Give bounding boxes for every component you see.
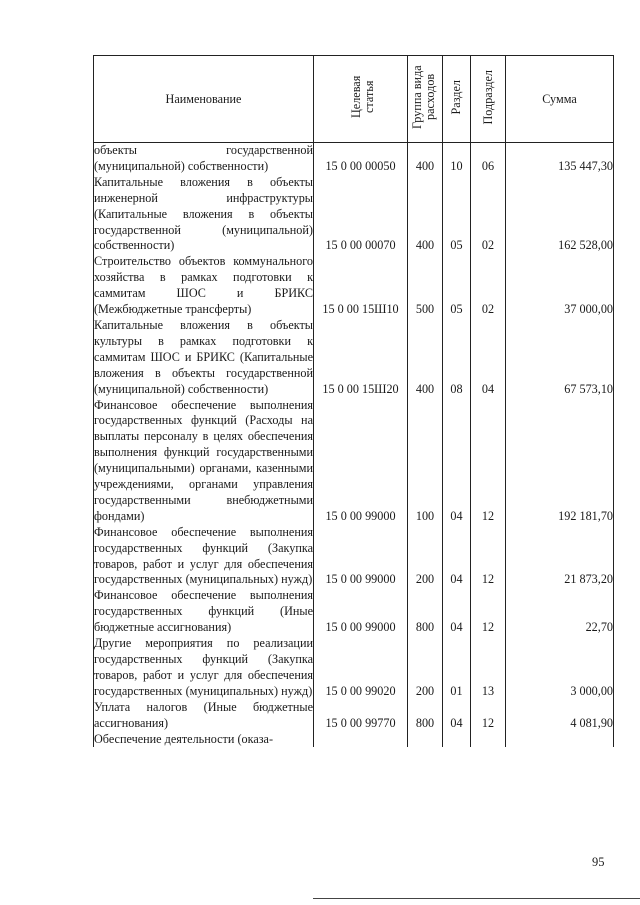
- row-sum: 22,70: [506, 588, 614, 636]
- row-section: 05: [443, 254, 471, 318]
- row-section: 08: [443, 318, 471, 398]
- header-target-article: [314, 56, 408, 143]
- row-name: Финансовое обеспечение выполнения государственных функций (Закупка товаров, работ и услуг для обеспечения государственных (муниципальных) нужд): [94, 524, 313, 587]
- row-expense-group: 400: [408, 175, 443, 255]
- header-subsection-text: Подраздел: [480, 69, 495, 125]
- row-expense-group: [408, 732, 443, 748]
- row-sum: 4 081,90: [506, 700, 614, 732]
- header-expense-group-text: Группа вида расходов: [410, 65, 437, 129]
- header-expense-group: [408, 56, 443, 143]
- table-row: [94, 254, 614, 318]
- row-name: Финансовое обеспечение выполнения государственных функций (Иные бюджетные ассигнования): [94, 588, 313, 635]
- table-row: [94, 700, 614, 732]
- row-section: 01: [443, 636, 471, 700]
- table-row: [94, 525, 614, 589]
- table-header-row: [94, 56, 614, 143]
- row-name: Другие мероприятия по реализации государственных функций (Закупка товаров, работ и услуг для обеспечения государственных (муниципальных) нужд): [94, 636, 313, 698]
- table-row: [94, 398, 614, 525]
- row-section: 04: [443, 700, 471, 732]
- row-sum: 37 000,00: [506, 254, 614, 318]
- row-expense-group: 800: [408, 588, 443, 636]
- row-name: Обеспечение деятельности (оказа-: [94, 732, 314, 748]
- table-row: [94, 318, 614, 398]
- header-target-article-text: Целевая статья: [348, 75, 376, 119]
- header-sum: Сумма: [506, 56, 614, 143]
- row-subsection: 12: [471, 525, 506, 589]
- row-subsection: 13: [471, 636, 506, 700]
- row-name: Капитальные вложения в объекты культуры в рамках подготовки к саммитам ШОС и БРИКС (Капитальные вложения в объекты государственной (муниципальной) собственности): [94, 317, 313, 396]
- row-name: Финансовое обеспечение выполнения государственных функций (Расходы на выплаты персоналу в целях обеспечения выполнения функций государственными (муниципальными) органами, казенными учреждениями, органами управления государственными внебюджетными фондами): [94, 397, 313, 523]
- row-target-article: [314, 732, 408, 748]
- row-section: [443, 732, 471, 748]
- footer-rule: [313, 898, 640, 899]
- row-target-article: 15 0 00 99000: [314, 525, 408, 589]
- header-section: [443, 56, 471, 143]
- row-target-article: 15 0 00 99000: [314, 588, 408, 636]
- row-subsection: 12: [471, 398, 506, 525]
- row-sum: 192 181,70: [506, 398, 614, 525]
- row-section: 05: [443, 175, 471, 255]
- row-target-article: 15 0 00 15Ш10: [314, 254, 408, 318]
- row-subsection: 06: [471, 143, 506, 175]
- row-sum: 21 873,20: [506, 525, 614, 589]
- row-expense-group: 800: [408, 700, 443, 732]
- page-number: 95: [592, 855, 605, 869]
- row-expense-group: 400: [408, 143, 443, 175]
- row-subsection: 02: [471, 254, 506, 318]
- row-expense-group: 100: [408, 398, 443, 525]
- header-section-text: Раздел: [449, 79, 463, 115]
- table-row: [94, 732, 614, 748]
- row-subsection: 12: [471, 588, 506, 636]
- row-expense-group: 400: [408, 318, 443, 398]
- row-expense-group: 200: [408, 636, 443, 700]
- row-name: Уплата налогов (Иные бюджетные ассигнования): [94, 699, 313, 730]
- row-subsection: [471, 732, 506, 748]
- row-target-article: 15 0 00 99000: [314, 398, 408, 525]
- row-expense-group: 200: [408, 525, 443, 589]
- row-name: Капитальные вложения в объекты инженерной инфраструктуры (Капитальные вложения в объекты государственной (муниципальной) собственности): [94, 174, 313, 253]
- row-target-article: 15 0 00 00050: [314, 143, 408, 175]
- row-name: Строительство объектов коммунального хозяйства в рамках подготовки к саммитам ШОС и БРИКС (Межбюджетные трансферты): [94, 254, 313, 317]
- row-sum: [506, 732, 614, 748]
- row-section: 04: [443, 398, 471, 525]
- row-section: 04: [443, 525, 471, 589]
- row-target-article: 15 0 00 99020: [314, 636, 408, 700]
- row-section: 10: [443, 143, 471, 175]
- row-sum: 135 447,30: [506, 143, 614, 175]
- row-target-article: 15 0 00 00070: [314, 175, 408, 255]
- row-subsection: 04: [471, 318, 506, 398]
- row-target-article: 15 0 00 15Ш20: [314, 318, 408, 398]
- row-target-article: 15 0 00 99770: [314, 700, 408, 732]
- table-row: [94, 636, 614, 700]
- header-subsection: [471, 56, 506, 143]
- row-section: 04: [443, 588, 471, 636]
- row-sum: 3 000,00: [506, 636, 614, 700]
- row-subsection: 02: [471, 175, 506, 255]
- budget-table: [93, 55, 614, 747]
- table-row: [94, 143, 614, 175]
- header-name: Наименование: [94, 56, 314, 143]
- table-row: [94, 175, 614, 255]
- row-expense-group: 500: [408, 254, 443, 318]
- row-sum: 162 528,00: [506, 175, 614, 255]
- row-name: объекты государственной (муниципальной) собственности): [94, 143, 313, 173]
- row-subsection: 12: [471, 700, 506, 732]
- table-row: [94, 588, 614, 636]
- row-sum: 67 573,10: [506, 318, 614, 398]
